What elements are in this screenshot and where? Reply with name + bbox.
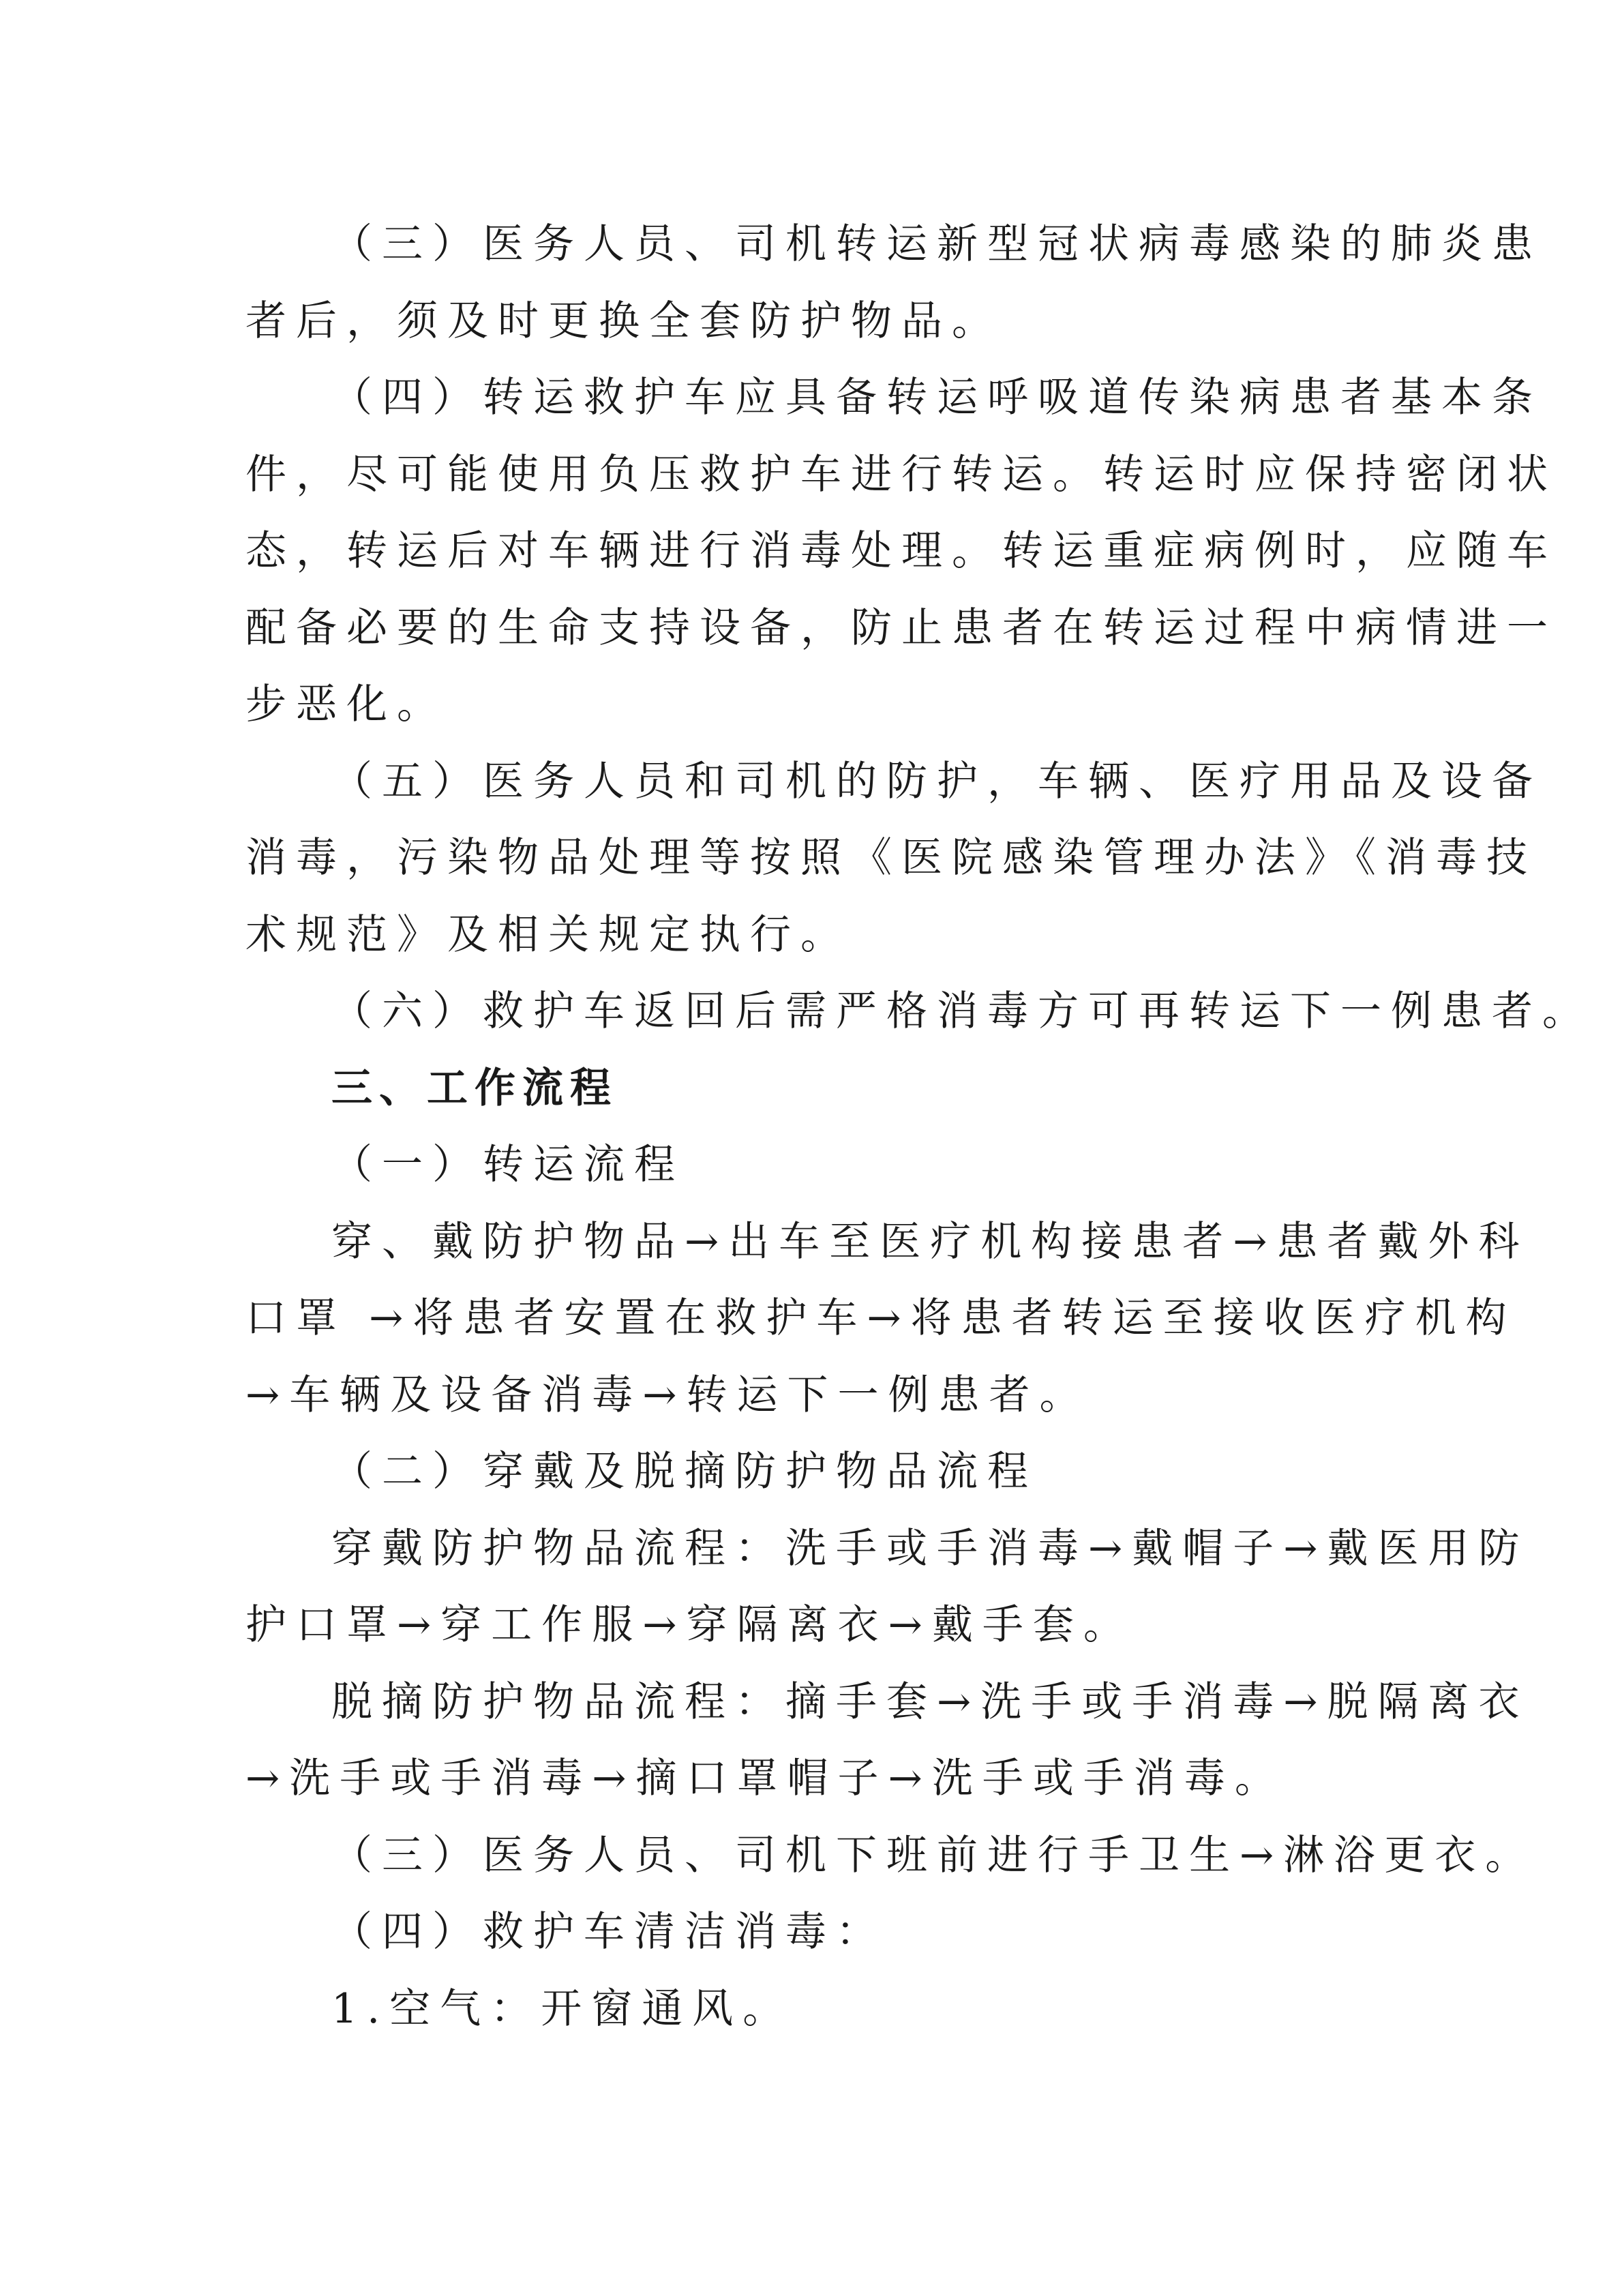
paragraph-line: 配备必要的生命支持设备，防止患者在转运过程中病情进一: [245, 604, 1557, 652]
paragraph-line: （三）医务人员、司机下班前进行手卫生→淋浴更衣。: [331, 1832, 1536, 1879]
paragraph-line: 脱摘防护物品流程：摘手套→洗手或手消毒→脱隔离衣: [331, 1678, 1529, 1726]
subsection-heading: （四）救护车清洁消毒：: [331, 1908, 886, 1956]
list-item: 1.空气：开窗通风。: [331, 1985, 794, 2033]
subsection-heading: （二）穿戴及脱摘防护物品流程: [331, 1448, 1038, 1495]
paragraph-line: 步恶化。: [245, 681, 447, 728]
paragraph-line: 消毒，污染物品处理等按照《医院感染管理办法》《消毒技: [245, 834, 1537, 882]
paragraph-line: （六）救护车返回后需严格消毒方可再转运下一例患者。: [331, 987, 1593, 1035]
paragraph-line: 穿戴防护物品流程：洗手或手消毒→戴帽子→戴医用防: [331, 1525, 1529, 1572]
paragraph-line: （四）转运救护车应具备转运呼吸道传染病患者基本条: [331, 374, 1542, 421]
section-heading: 三、工作流程: [331, 1064, 618, 1112]
paragraph-line: 件，尽可能使用负压救护车进行转运。转运时应保持密闭状: [245, 451, 1557, 498]
paragraph-line: 穿、戴防护物品→出车至医疗机构接患者→患者戴外科: [331, 1218, 1529, 1266]
paragraph-line: 术规范》及相关规定执行。: [245, 911, 851, 959]
paragraph-line: →洗手或手消毒→摘口罩帽子→洗手或手消毒。: [245, 1755, 1285, 1802]
subsection-heading: （一）转运流程: [331, 1141, 685, 1189]
paragraph-line: 态，转运后对车辆进行消毒处理。转运重症病例时，应随车: [245, 527, 1557, 575]
paragraph-line: （五）医务人员和司机的防护，车辆、医疗用品及设备: [331, 758, 1542, 805]
paragraph-line: 护口罩→穿工作服→穿隔离衣→戴手套。: [245, 1601, 1134, 1649]
paragraph-line: 者后，须及时更换全套防护物品。: [245, 297, 1002, 345]
paragraph-line: →车辆及设备消毒→转运下一例患者。: [245, 1371, 1090, 1419]
paragraph-line: （三）医务人员、司机转运新型冠状病毒感染的肺炎患: [331, 220, 1542, 268]
paragraph-line: 口罩 →将患者安置在救护车→将患者转运至接收医疗机构: [245, 1294, 1516, 1342]
